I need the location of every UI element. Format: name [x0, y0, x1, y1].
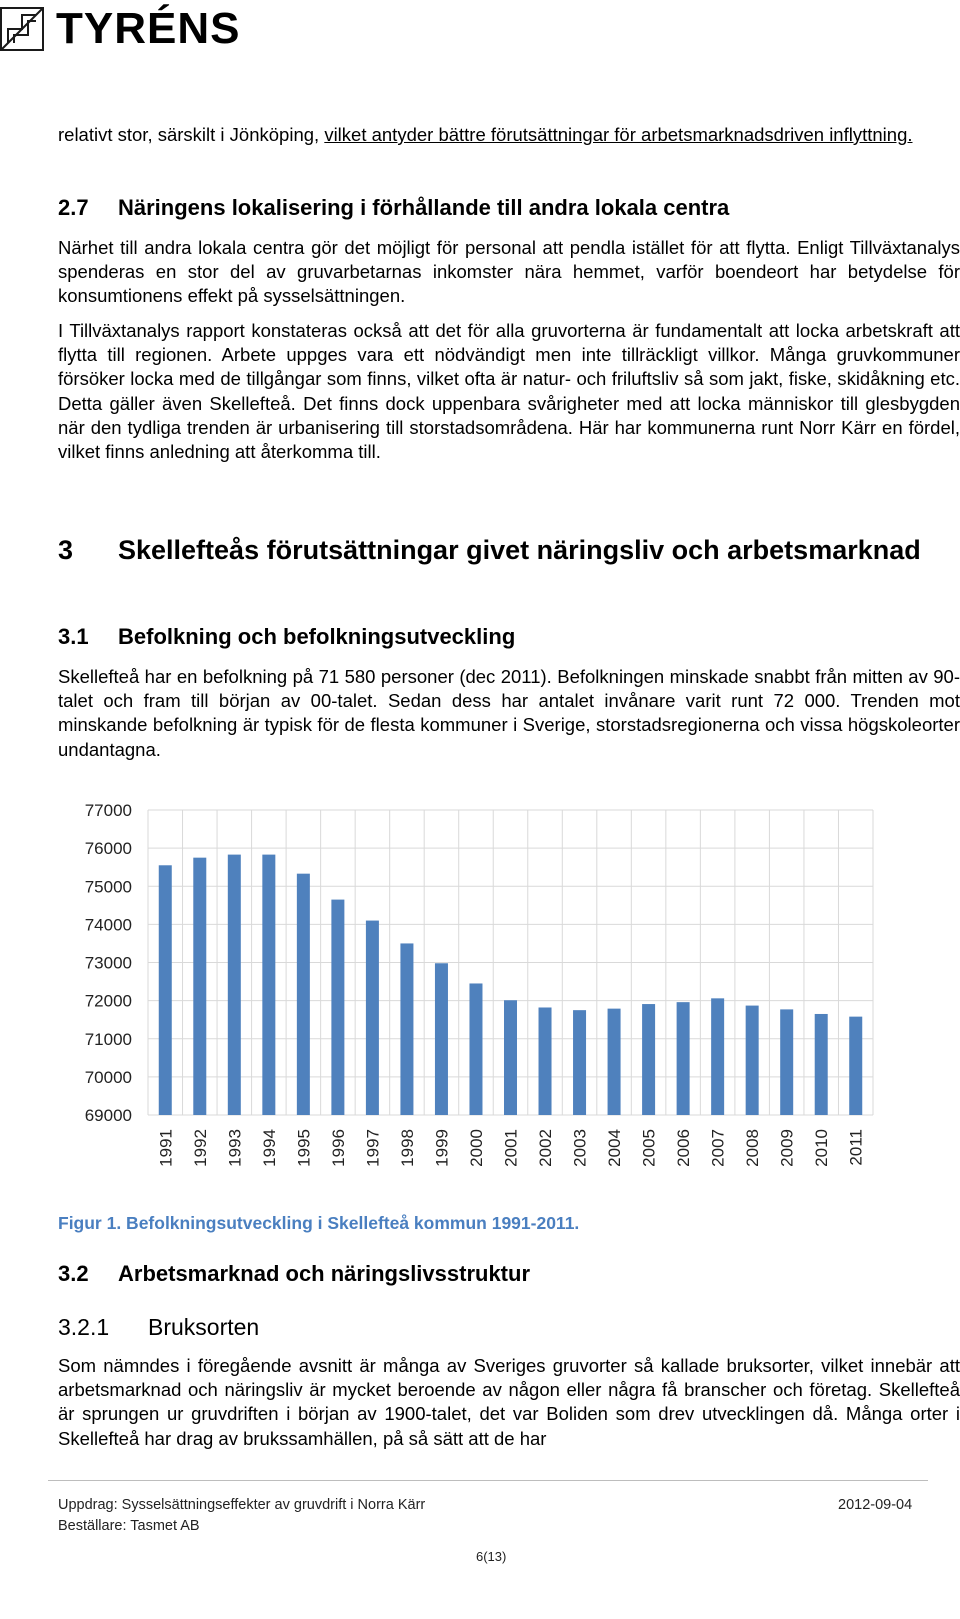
- section-title: Skellefteås förutsättningar givet näringsliv och arbetsmarknad: [118, 535, 921, 565]
- y-tick-label: 73000: [84, 953, 132, 973]
- section-number: 3.2.1: [58, 1314, 110, 1340]
- y-tick-label: 71000: [84, 1029, 132, 1049]
- x-tick-label: 2002: [536, 1129, 556, 1167]
- bar: [539, 1007, 552, 1115]
- footer-assignment: Uppdrag: Sysselsättningseffekter av gruvdrift i Norra Kärr: [58, 1497, 426, 1513]
- bar: [400, 943, 413, 1115]
- figure-caption: Figur 1. Befolkningsutveckling i Skellefteå kommun 1991-2011.: [58, 1213, 580, 1233]
- x-tick-label: 1993: [225, 1129, 245, 1167]
- footer-divider: [48, 1480, 928, 1481]
- section-title: Bruksorten: [148, 1314, 260, 1340]
- y-tick-label: 75000: [84, 877, 132, 897]
- section-title: Befolkning och befolkningsutveckling: [118, 624, 516, 649]
- x-tick-label: 2008: [743, 1129, 763, 1167]
- bar: [504, 1000, 517, 1115]
- y-tick-label: 76000: [84, 839, 132, 859]
- section-number: 3.2: [58, 1261, 89, 1286]
- paragraph: I Tillväxtanalys rapport konstateras också att det för alla gruvorterna är fundamentalt att locka arbetskraft att flytta till regionen. Arbete uppges vara ett nödvändigt men inte tillräckligt villkor. Många gruvkommuner försöker locka med de tillgångar som finns, vilket ofta är natur- och friluftsliv så som jakt, fiske, skidåkning etc. Detta gäller även Skellefteå. Det finns dock uppenbara svårigheter med att locka människor till glesbygden när den tydliga trenden är urbanisering till storstadsområdena. Här har kommunerna runt Norr Kärr en fördel, vilket finns anledning att återkomma till.: [58, 320, 960, 463]
- x-tick-label: 2006: [674, 1129, 694, 1167]
- x-tick-label: 1999: [432, 1129, 452, 1167]
- bar: [780, 1009, 793, 1115]
- bar: [469, 983, 482, 1115]
- intro-underlined-text: vilket antyder bättre förutsättningar för arbetsmarknadsdriven inflyttning.: [324, 124, 913, 145]
- bar: [435, 963, 448, 1115]
- section-3-2-heading: [58, 1261, 960, 1287]
- section-number: 2.7: [58, 195, 89, 220]
- paragraph: Skellefteå har en befolkning på 71 580 personer (dec 2011). Befolkningen minskade snabbt från mitten av 90-talet och fram till början av 00-talet. Sedan dess har antalet invånare varit runt 72 000. Trenden mot minskande befolkning är typisk för de flesta kommuner i Sverige, storstadsregionerna och vissa högskoleorter undantagna.: [58, 666, 960, 760]
- section-3-1-heading: [58, 624, 960, 650]
- paragraph: Närhet till andra lokala centra gör det möjligt för personal att pendla istället för att flytta. Enligt Tillväxtanalys spenderas en stor del av gruvarbetarnas inkomster nära hemmet, varför boendeort har betydelse för konsumtionens effekt på sysselsättningen.: [58, 237, 960, 307]
- logo-mark-icon: [0, 7, 44, 51]
- population-bar-chart: [58, 790, 888, 1190]
- bar: [228, 855, 241, 1115]
- x-tick-label: 2007: [708, 1129, 728, 1167]
- intro-paragraph: [58, 123, 960, 147]
- footer-date: 2012-09-04: [838, 1497, 913, 1513]
- bar: [193, 858, 206, 1115]
- bar: [159, 865, 172, 1115]
- bar: [711, 998, 724, 1115]
- bar: [815, 1014, 828, 1115]
- y-tick-label: 69000: [84, 1106, 132, 1125]
- x-tick-label: 2011: [846, 1129, 866, 1166]
- x-tick-label: 2009: [777, 1129, 797, 1167]
- x-tick-label: 1994: [259, 1129, 279, 1167]
- paragraph: Som nämndes i föregående avsnitt är många av Sveriges gruvorter så kallade bruksorter, vilket innebär att arbetsmarknad och näringsliv är mycket beroende av någon eller några få branscher och företag. Skellefteå är sprungen ur gruvdriften i början av 1900-talet, det var Boliden som drev utvecklingen då. Många orter i Skellefteå har drag av brukssamhällen, på så sätt att de har: [58, 1355, 960, 1449]
- bar: [677, 1002, 690, 1115]
- x-tick-label: 1997: [363, 1129, 383, 1167]
- y-tick-label: 74000: [84, 915, 132, 935]
- x-tick-label: 1996: [328, 1129, 348, 1167]
- bar: [573, 1010, 586, 1115]
- bar: [608, 1009, 621, 1115]
- y-tick-label: 72000: [84, 991, 132, 1011]
- x-tick-label: 1991: [156, 1129, 176, 1167]
- footer-client: Beställare: Tasmet AB: [58, 1518, 200, 1534]
- x-tick-label: 1998: [397, 1129, 417, 1167]
- intro-text: relativt stor, särskilt i Jönköping,: [58, 124, 325, 145]
- bar: [849, 1017, 862, 1115]
- x-tick-label: 2001: [501, 1129, 521, 1167]
- section-title: Näringens lokalisering i förhållande till andra lokala centra: [118, 195, 730, 220]
- bar: [746, 1006, 759, 1115]
- x-tick-label: 2003: [570, 1129, 590, 1167]
- y-tick-label: 77000: [84, 801, 132, 820]
- company-logo: [0, 6, 240, 52]
- x-tick-label: 1992: [190, 1129, 210, 1167]
- x-tick-label: 2005: [639, 1129, 659, 1167]
- section-2-7-heading: [58, 195, 960, 221]
- bar: [297, 874, 310, 1115]
- section-title: Arbetsmarknad och näringslivsstruktur: [118, 1261, 531, 1286]
- x-tick-label: 2010: [812, 1129, 832, 1167]
- x-tick-label: 2000: [466, 1129, 486, 1167]
- section-number: 3.1: [58, 624, 89, 649]
- bar: [366, 921, 379, 1115]
- x-tick-label: 2004: [605, 1129, 625, 1167]
- bar: [331, 900, 344, 1115]
- section-number: 3: [58, 535, 74, 565]
- section-3-heading: [58, 533, 960, 567]
- section-3-2-1-heading: [58, 1314, 960, 1341]
- bar: [642, 1004, 655, 1115]
- y-tick-label: 70000: [84, 1067, 132, 1087]
- page-number: 6(13): [476, 1549, 507, 1564]
- logo-text: TYRÉNS: [56, 4, 241, 53]
- bar: [262, 855, 275, 1115]
- x-tick-label: 1995: [294, 1129, 314, 1167]
